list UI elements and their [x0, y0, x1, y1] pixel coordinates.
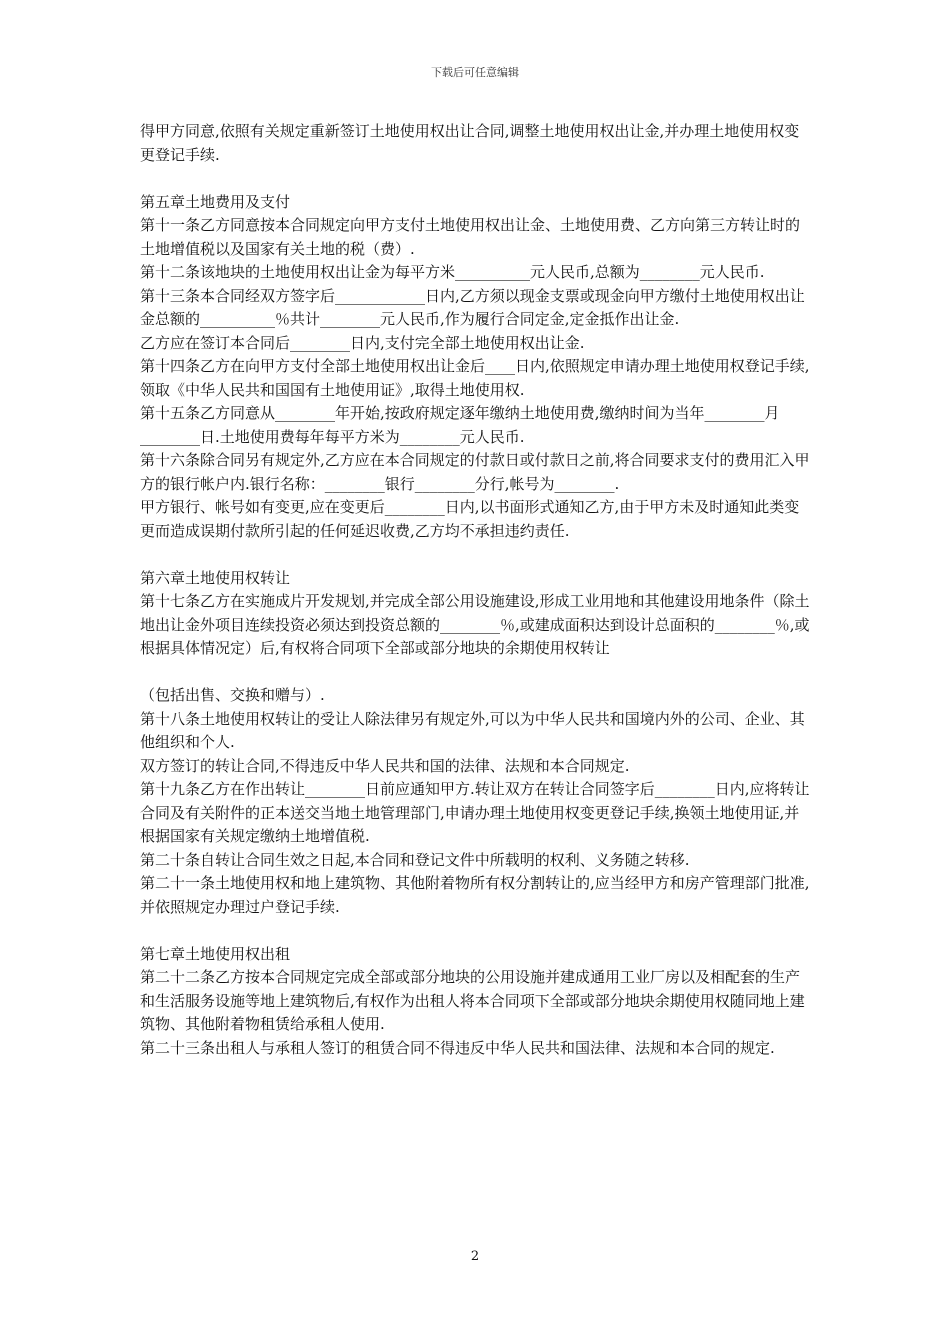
page-number: 2 — [470, 1249, 480, 1264]
paragraph: 得甲方同意,依照有关规定重新签订土地使用权出让合同,调整土地使用权出让金,并办理土地使用权变更登记手续. — [140, 122, 800, 164]
page-header: 下载后可任意编辑 — [431, 66, 519, 79]
chapter-heading: 第七章土地使用权出租 — [140, 944, 291, 963]
blank-line — [140, 661, 812, 685]
blank-line — [140, 919, 812, 943]
article-paragraph: 第十八条土地使用权转让的受让人除法律另有规定外,可以为中华人民共和国境内外的公司、企业、其他组织和个人. — [140, 709, 805, 751]
article-paragraph: 第十一条乙方同意按本合同规定向甲方支付土地使用权出让金、土地使用费、乙方向第三方转让时的土地增值税以及国家有关土地的税（费）. — [140, 216, 801, 258]
article-paragraph: 第二十三条出租人与承租人签订的租赁合同不得违反中华人民共和国法律、法规和本合同的规定. — [140, 1038, 775, 1057]
article-paragraph: 第十二条该地块的土地使用权出让金为每平方米__________元人民币,总额为________元人民币. — [140, 263, 765, 281]
article-paragraph: 乙方应在签订本合同后________日内,支付完全部土地使用权出让金. — [140, 333, 585, 352]
article-paragraph: 第二十条自转让合同生效之日起,本合同和登记文件中所载明的权利、义务随之转移. — [140, 850, 690, 869]
blank-line — [140, 167, 812, 191]
chapter-heading: 第六章土地使用权转让 — [140, 568, 291, 587]
article-paragraph: 甲方银行、帐号如有变更,应在变更后________日内,以书面形式通知乙方,由于甲方未及时通知此类变更而造成误期付款所引起的任何延迟收费,乙方均不承担违约责任. — [140, 498, 800, 540]
article-paragraph: 第十七条乙方在实施成片开发规划,并完成全部公用设施建设,形成工业用地和其他建设用地条件（除土地出让金外项目连续投资必须达到投资总额的________％,或建成面积达到设计总面积的________％,或根据具体情况定）后,有权将合同项下全部或部分地块的余期使用权转让 — [140, 592, 810, 657]
article-paragraph: 双方签订的转让合同,不得违反中华人民共和国的法律、法规和本合同规定. — [140, 756, 630, 775]
article-paragraph: 第十四条乙方在向甲方支付全部土地使用权出让金后____日内,依照规定申请办理土地使用权登记手续,领取《中华人民共和国国有土地使用证》,取得土地使用权. — [140, 357, 810, 399]
blank-line — [140, 543, 812, 567]
article-paragraph: 第十六条除合同另有规定外,乙方应在本合同规定的付款日或付款日之前,将合同要求支付的费用汇入甲方的银行帐户内.银行名称：________银行________分行,帐号为________. — [140, 451, 810, 493]
article-paragraph: 第十九条乙方在作出转让________日前应通知甲方.转让双方在转让合同签字后________日内,应将转让合同及有关附件的正本送交当地土地管理部门,申请办理土地使用权变更登记手续,换领土地使用证,并根据国家有关规定缴纳土地增值税. — [140, 780, 810, 845]
article-paragraph: 第十五条乙方同意从________年开始,按政府规定逐年缴纳土地使用费,缴纳时间为当年________月________日.土地使用费每年每平方米为________元人民币. — [140, 404, 780, 446]
article-paragraph: 第二十二条乙方按本合同规定完成全部或部分地块的公用设施并建成通用工业厂房以及相配套的生产和生活服务设施等地上建筑物后,有权作为出租人将本合同项下全部或部分地块余期使用权随同地上建筑物、其他附着物租赁给承租人使用. — [140, 968, 805, 1033]
article-paragraph: 第二十一条土地使用权和地上建筑物、其他附着物所有权分割转让的,应当经甲方和房产管理部门批准,并依照规定办理过户登记手续. — [140, 874, 810, 916]
article-paragraph: （包括出售、交换和赠与）. — [140, 686, 325, 704]
chapter-heading: 第五章土地费用及支付 — [140, 192, 291, 211]
article-paragraph: 第十三条本合同经双方签字后____________日内,乙方须以现金支票或现金向甲方缴付土地使用权出让金总额的__________％共计________元人民币,作为履行合同定金,定金抵作出让金. — [140, 286, 805, 328]
document-body — [140, 120, 812, 1060]
